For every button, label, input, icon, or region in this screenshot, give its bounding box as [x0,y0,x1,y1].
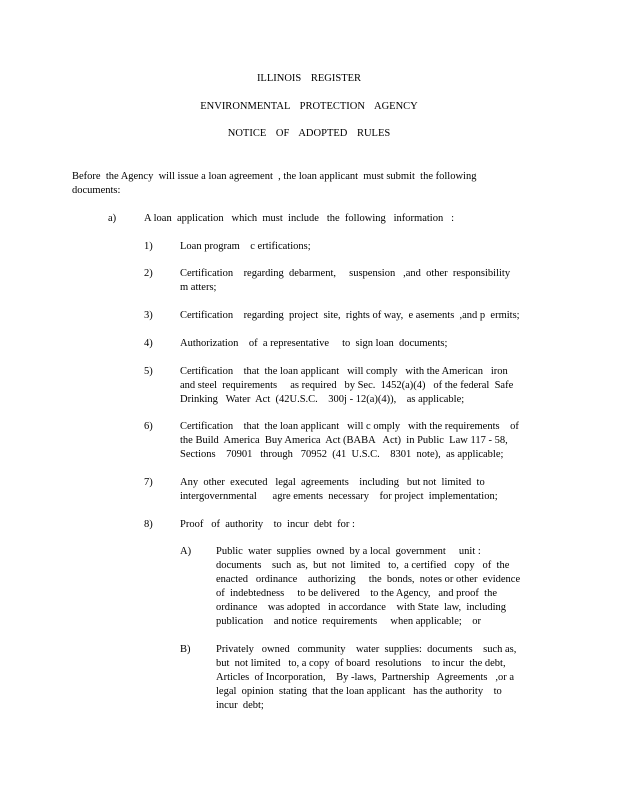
subitem-label: 6) [144,421,153,432]
text-line: Sections 70901 through 70952 (41 U.S.C. 8301 note), as applicable; [180,449,504,460]
item-a-text: A loan application which must include the following information : [144,213,454,224]
text-line: Public water supplies owned by a local government unit : [216,546,481,557]
text-line: intergovernmental agre ements necessary for project implementation; [180,491,498,502]
subitem-text [180,240,311,254]
text-line: ordinance was adopted in accordance with State law, including [216,602,507,613]
subitem-label: 4) [144,338,153,349]
subitem-label: 3) [144,310,153,321]
text-line: Privately owned community water supplies: documents such as, [216,644,517,655]
text-line: Certification regarding debarment, suspension ,and other responsibility [180,268,511,279]
text-line: Any other executed legal agreements including but not limited to [180,477,485,488]
text-line: Certification that the loan applicant will comply with the American iron [180,366,508,377]
text-line: publication and notice requirements when applicable; or [216,616,482,627]
subsubitem-label: A) [180,546,192,557]
agency-title: ENVIRONMENTAL PROTECTION AGENCY [200,101,418,112]
text-line: documents such as, but not limited to, a certified copy of the [216,560,510,571]
subitem-text [180,518,355,532]
subitem-label: 2) [144,268,153,279]
subitem-text [180,309,520,323]
subsubitem-text [216,643,516,713]
text-line: of indebtedness to be delivered to the Agency, and proof the [216,588,497,599]
text-line: enacted ordinance authorizing the bonds, notes or other evidence [216,574,521,585]
text-line: Authorization of a representative to sign loan documents; [180,338,448,349]
subitem-text [180,365,513,407]
text-line: Certification regarding project site, rights of way, e asements ,and p ermits; [180,310,520,321]
text-line: Drinking Water Act (42U.S.C. 300j - 12(a)(4)), as applicable; [180,394,465,405]
text-line: Loan program c ertifications; [180,241,311,252]
item-a-label: a) [108,213,117,224]
subitem-text [180,420,519,462]
intro-line: documents: [72,185,121,196]
notice-title: NOTICE OF ADOPTED RULES [227,128,391,139]
intro-line: Before the Agency will issue a loan agreement , the loan applicant must submit the following [72,171,477,182]
text-line: Proof of authority to incur debt for : [180,519,355,530]
subitem-text [180,337,447,351]
subsubitem-label: B) [180,644,191,655]
subsubitem-text [216,545,520,629]
text-line: incur debt; [216,700,264,711]
text-line: but not limited to, a copy of board resolutions to incur the debt, [216,658,506,669]
text-line: Certification that the loan applicant will c omply with the requirements of [180,421,519,432]
subitem-label: 5) [144,366,153,377]
subitem-label: 8) [144,519,153,530]
text-line: m atters; [180,282,217,293]
subitem-text [180,267,510,295]
text-line: Articles of Incorporation, By -laws, Partnership Agreements ,or a [216,672,515,683]
subitem-label: 7) [144,477,153,488]
subitem-label: 1) [144,241,153,252]
intro-paragraph [72,170,476,198]
subitem-text [180,476,498,504]
text-line: legal opinion stating that the loan applicant has the authority to [216,686,502,697]
register-title: ILLINOIS REGISTER [256,73,362,84]
text-line: and steel requirements as required by Sec. 1452(a)(4) of the federal Safe [180,380,514,391]
text-line: the Build America Buy America Act (BABA Act) in Public Law 117 - 58, [180,435,508,446]
